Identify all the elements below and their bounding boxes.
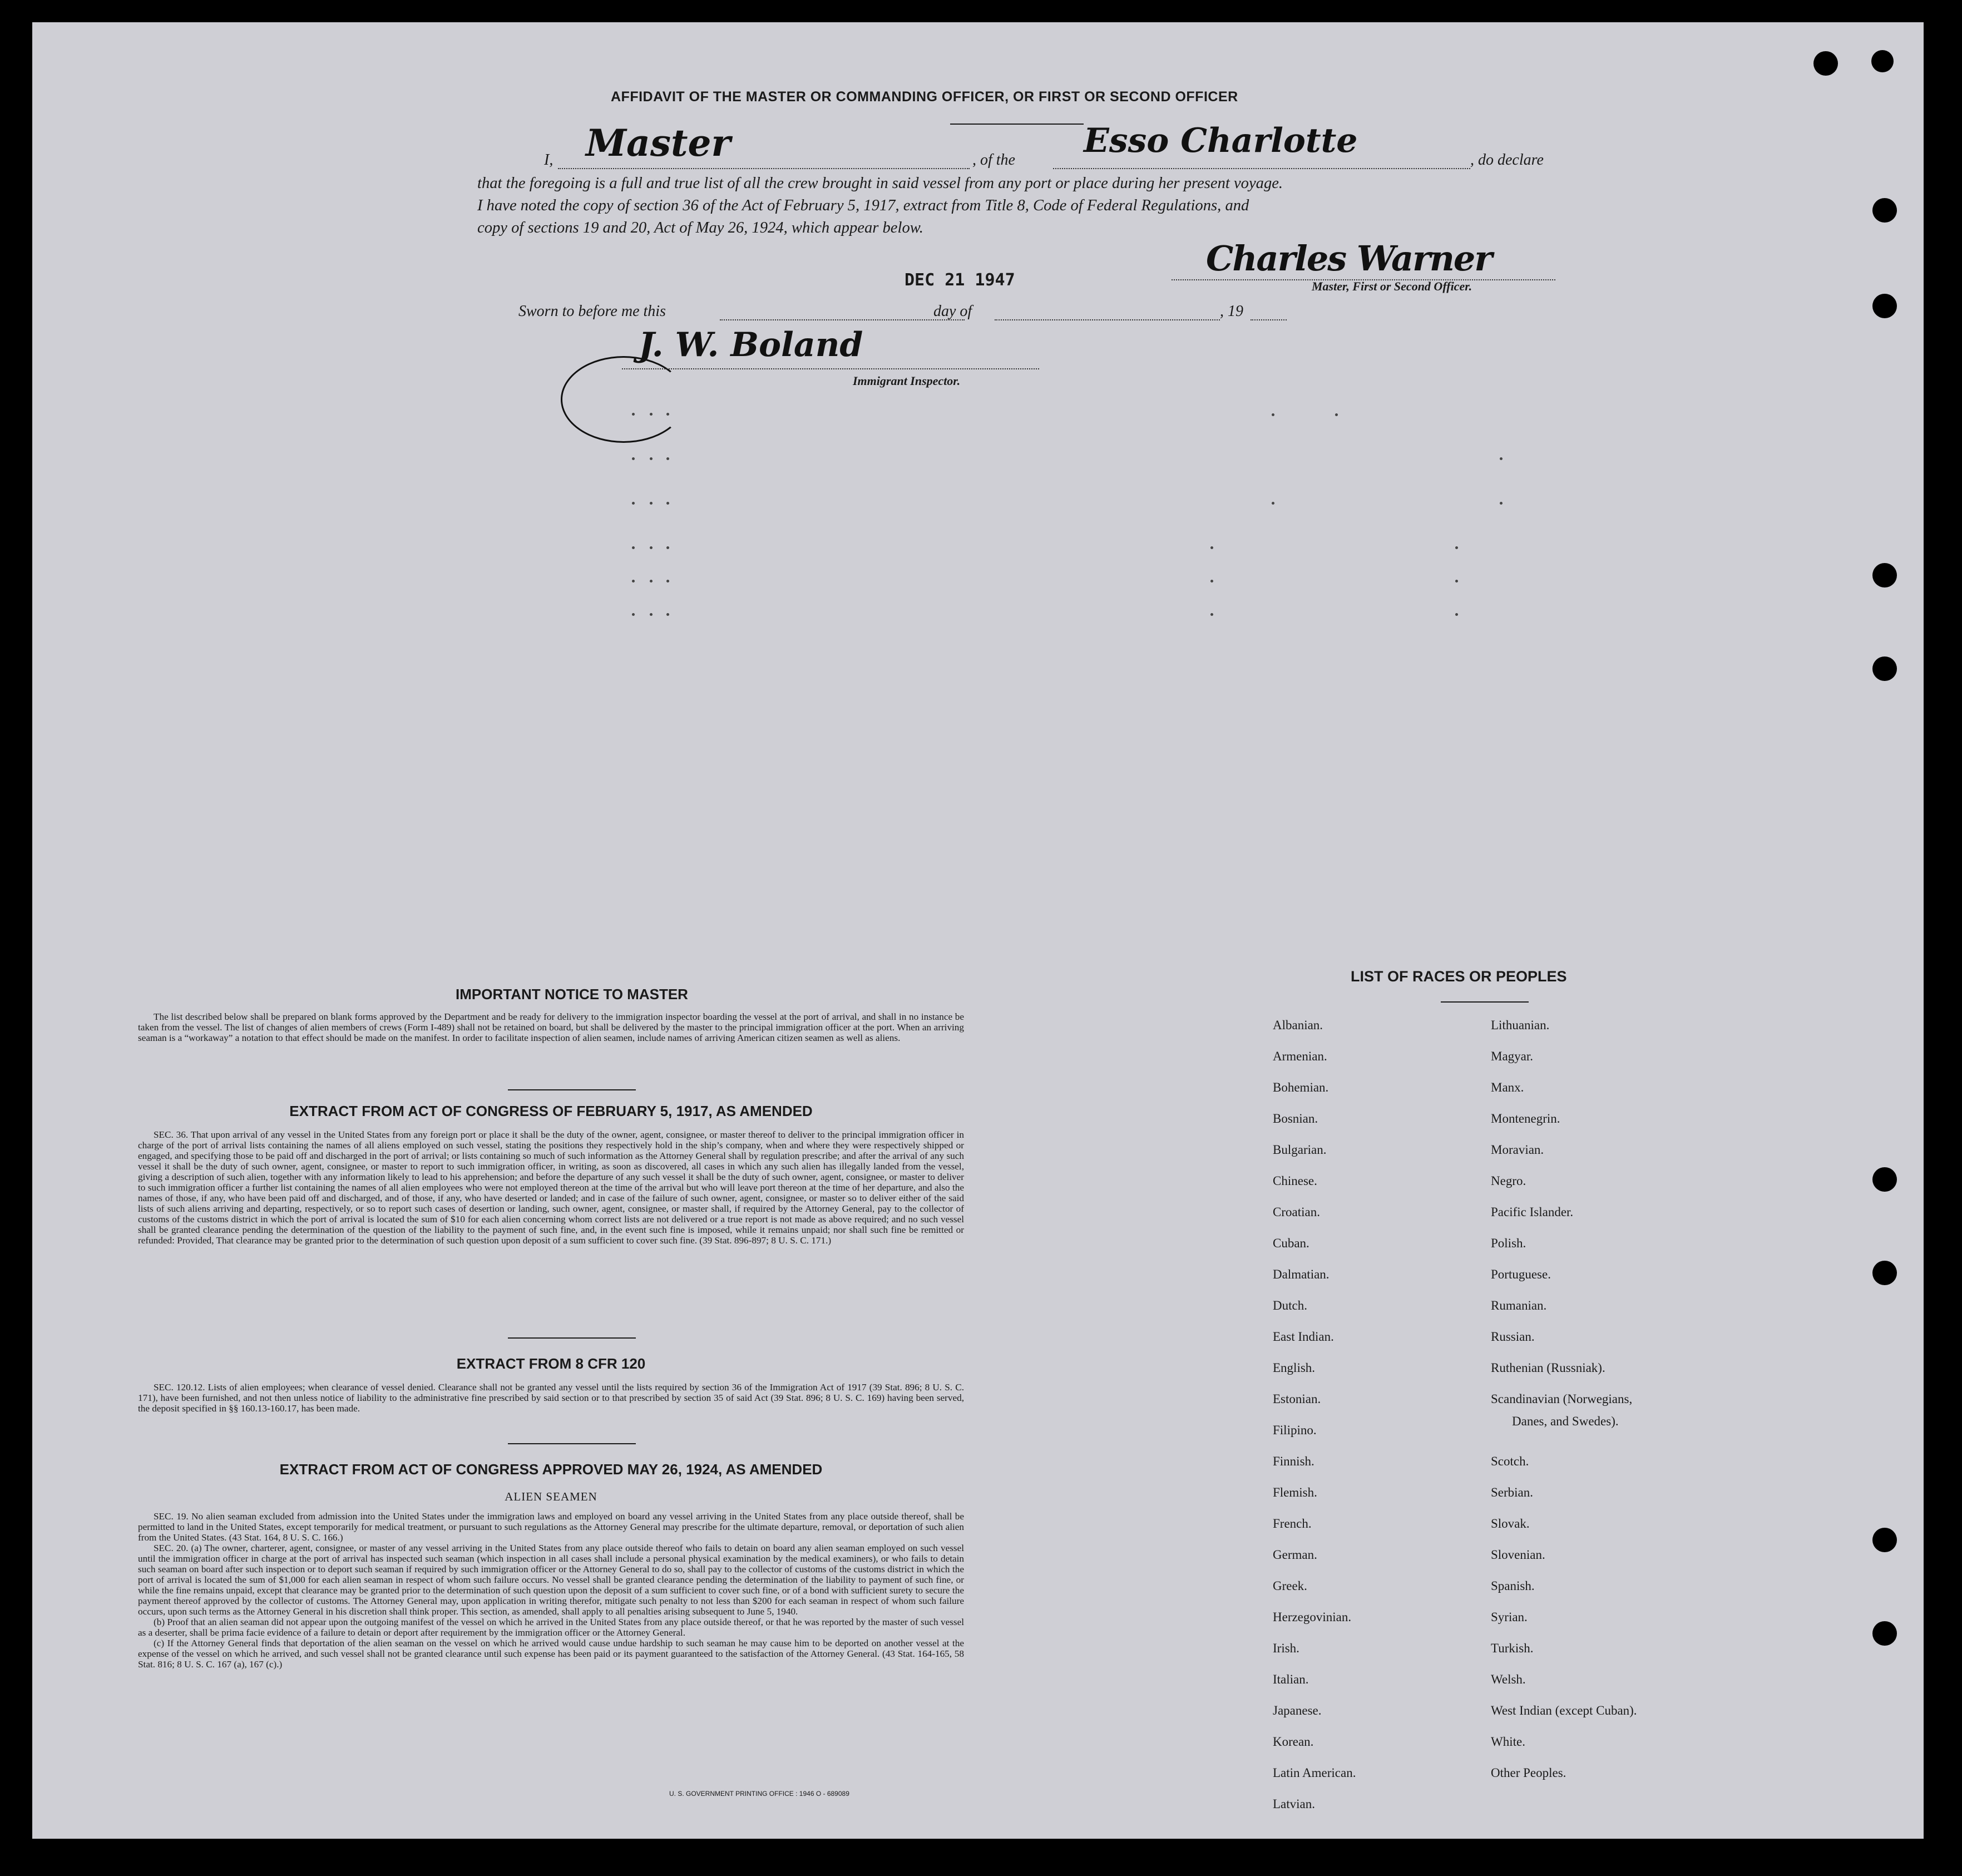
inspector-signature-line — [622, 368, 1039, 369]
bleed-dot — [1455, 546, 1458, 549]
binder-hole — [1872, 563, 1897, 588]
inspector-caption: Immigrant Inspector. — [853, 374, 961, 388]
bleed-dot — [666, 413, 669, 416]
handwritten-vessel-name: Esso Charlotte — [1084, 121, 1358, 160]
race-item: Korean. — [1273, 1735, 1314, 1749]
race-item: Pacific Islander. — [1491, 1205, 1574, 1219]
vessel-field-line — [1053, 168, 1470, 169]
affidavit-line-4: copy of sections 19 and 20, Act of May 26, 1924, which appear below. — [477, 219, 923, 236]
race-item: Armenian. — [1273, 1049, 1327, 1063]
section-20a-paragraph: SEC. 20. (a) The owner, charterer, agent, consignee, or master of any vessel arriving in the United States from any place outside thereof who fails to detain on board any alien seaman employed on such vessel until the immigration officer in charge at the port of arrival has inspected such seaman (which inspection in all cases shall include a personal physical examination by the medical examiners), or who fails to detain such seaman on board after such inspection or to deport such seaman if required by such immigration officer or the Attorney General to do so, shall pay to the collector of customs of the customs district in which the port of arrival is located the sum of $1,000 for each alien seaman in respect of whom such failure occurs. No vessel shall be granted clearance pending the determination of the liability to payment of such fine, or while the fine remains unpaid, except that clearance may be granted prior to the determination of such question upon the deposit of a sum sufficient to cover such fine, or of a bond with sufficient surety to secure the payment thereof approved by the collector of customs. The Attorney General may, upon application in writing therefor, mitigate such penalty to not less than $200 for each seaman in respect of whom such failure occurs, upon such terms as the Attorney General in his discretion shall think proper. This section, as amended, shall apply to all penalties arising subsequent to June 5, 1940. — [138, 1543, 964, 1617]
bleed-dot — [666, 502, 669, 505]
race-item: Greek. — [1273, 1579, 1307, 1593]
bleed-dot — [666, 580, 669, 582]
bleed-dot — [650, 546, 653, 549]
race-item: East Indian. — [1273, 1330, 1334, 1344]
year-label: , 19 — [1220, 303, 1243, 320]
race-item: Croatian. — [1273, 1205, 1320, 1219]
sworn-month-line — [995, 319, 1220, 320]
master-caption: Master, First or Second Officer. — [1312, 279, 1472, 293]
section-19-paragraph: SEC. 19. No alien seaman excluded from admission into the United States under the immigration laws and employed on board any vessel arriving in the United States from any place outside thereof, shall be permitted to land in the United States, except temporarily for medical treatment, or pursuant to such regulations as the Attorney General may prescribe for the ultimate departure, removal, or deportation of such alien from the United States. (43 Stat. 164, 8 U. S. C. 166.) — [138, 1511, 964, 1543]
sworn-year-line — [1251, 319, 1287, 320]
notice-heading: IMPORTANT NOTICE TO MASTER — [456, 986, 688, 1003]
binder-hole — [1872, 198, 1897, 223]
races-title: LIST OF RACES OR PEOPLES — [1351, 968, 1567, 985]
race-item: Ruthenian (Russniak). — [1491, 1361, 1605, 1375]
race-item: Flemish. — [1273, 1485, 1317, 1499]
section-20c-paragraph: (c) If the Attorney General finds that deportation of the alien seaman on the vessel on which he arrived would cause undue hardship to such seaman he may cause him to be deported on another vessel at the expense of the vessel on which he arrived, and such vessel shall not be granted clearance until such expense has been paid or its payment guaranteed to the satisfaction of the Attorney General. (43 Stat. 164-165, 58 Stat. 816; 8 U. S. C. 167 (a), 167 (c).) — [138, 1638, 964, 1670]
race-item: Montenegrin. — [1491, 1112, 1560, 1125]
race-item: Latvian. — [1273, 1797, 1315, 1811]
bleed-dot — [1500, 457, 1503, 460]
race-item: White. — [1491, 1735, 1525, 1749]
race-item: Slovenian. — [1491, 1548, 1545, 1562]
section-divider — [508, 1089, 636, 1090]
race-item: Dutch. — [1273, 1299, 1307, 1312]
bleed-dot — [1210, 580, 1213, 582]
bleed-dot — [1455, 613, 1458, 616]
race-item: Scandinavian (Norwegians, — [1491, 1392, 1633, 1406]
bleed-dot — [1335, 413, 1338, 416]
alien-seamen-subheading: ALIEN SEAMEN — [505, 1490, 597, 1503]
race-item: Polish. — [1491, 1236, 1526, 1250]
notice-text — [138, 1011, 964, 1043]
handwritten-rank: Master — [586, 121, 731, 165]
affidavit-line-3: I have noted the copy of section 36 of the Act of February 5, 1917, extract from Title 8, Code of Federal Regulations, and — [477, 197, 1249, 214]
binder-hole — [1872, 1528, 1897, 1552]
section-120-12-paragraph: SEC. 120.12. Lists of alien employees; when clearance of vessel denied. Clearance shall not be granted any vessel until the lists required by section 36 of the Immigration Act of 1917 (39 Stat. 896; 8 U. S. C. 171), have been furnished, and not then unless notice of liability to the administrative fine prescribed by said section or to that prescribed by section 35 of said Act (39 Stat. 896; 8 U. S. C. 169) having been served, the deposit specified in §§ 160.13-160.17, has been made. — [138, 1382, 964, 1414]
binder-hole — [1872, 294, 1897, 318]
race-item: Irish. — [1273, 1641, 1299, 1655]
section-36-paragraph: SEC. 36. That upon arrival of any vessel in the United States from any foreign port or place it shall be the duty of the owner, agent, consignee, or master thereof to deliver to the principal immigration officer in charge of the port of arrival lists containing the names of all aliens employed on such vessel, stating the positions they respectively hold in the ship’s company, when and where they were respectively shipped or engaged, and specifying those to be paid off and discharged in the port of arrival; or lists containing so much of such information as the Attorney General shall by regulation prescribe; and after the arrival of any such vessel it shall be the duty of such owner, agent, consignee, or master to report to such immigration officer, in writing, as soon as discovered, all cases in which any such alien has illegally landed from the vessel, giving a description of such alien, together with any information likely to lead to his apprehension; and before the departure of any such vessel it shall be the duty of such owner, agent, consignee, or master to deliver to such immigration officer a further list containing the names of all alien employees who were not employed thereon at the time of the arrival but who will leave port thereon at the time of her departure, and also the names of those, if any, who have been paid off and discharged, and of those, if any, who have deserted or landed; and in case of the failure of such owner, agent, consignee, or master so to deliver either of the said lists of such aliens arriving and departing, respectively, or so to report such cases of desertion or landing, such owner, agent, consignee, or master shall, if required by the Attorney General, pay to the collector of customs of the customs district in which the port of arrival is located the sum of $10 for each alien concerning whom correct lists are not delivered or a true report is not made as above required; and no such vessel shall be granted clearance pending the determination of the question of the liability to the payment of such fine, and, in the event such fine is imposed, while it remains unpaid; nor shall such fine be remitted or refunded: Provided, That clearance may be granted prior to the determination of such question upon deposit of a sum sufficient to cover such fine. (39 Stat. 896-897; 8 U. S. C. 171.) — [138, 1129, 964, 1246]
extract-1917-heading: EXTRACT FROM ACT OF CONGRESS OF FEBRUARY 5, 1917, AS AMENDED — [289, 1103, 813, 1119]
race-item: Japanese. — [1273, 1704, 1322, 1717]
binder-hole — [1813, 51, 1838, 76]
race-item: Turkish. — [1491, 1641, 1534, 1655]
of-the-label: , of the — [972, 151, 1015, 169]
bleed-dot — [650, 502, 653, 505]
extract-1917-text — [138, 1129, 964, 1246]
extract-1924-heading: EXTRACT FROM ACT OF CONGRESS APPROVED MAY 26, 1924, AS AMENDED — [279, 1461, 823, 1478]
bleed-dot — [650, 457, 653, 460]
race-item: Danes, and Swedes). — [1512, 1414, 1619, 1428]
race-item: West Indian (except Cuban). — [1491, 1704, 1637, 1717]
binder-hole — [1872, 656, 1897, 681]
binder-hole — [1871, 50, 1894, 72]
master-signature: Charles Warner — [1206, 238, 1492, 279]
bleed-dot — [632, 546, 635, 549]
race-item: Welsh. — [1491, 1672, 1526, 1686]
race-item: Cuban. — [1273, 1236, 1309, 1250]
bleed-dot — [650, 613, 653, 616]
bleed-dot — [1210, 613, 1213, 616]
bleed-dot — [1272, 413, 1274, 416]
date-stamp: DEC 21 1947 — [905, 270, 1015, 290]
bleed-dot — [632, 413, 635, 416]
race-item: Bosnian. — [1273, 1112, 1318, 1125]
extract-cfr-heading: EXTRACT FROM 8 CFR 120 — [456, 1355, 646, 1372]
race-item: German. — [1273, 1548, 1317, 1562]
race-item: Bulgarian. — [1273, 1143, 1327, 1157]
race-item: Italian. — [1273, 1672, 1309, 1686]
race-item: Russian. — [1491, 1330, 1535, 1344]
extract-1924-text — [138, 1511, 964, 1670]
race-item: Bohemian. — [1273, 1080, 1329, 1094]
section-20b-paragraph: (b) Proof that an alien seaman did not appear upon the outgoing manifest of the vessel on which he arrived in the United States from any place outside thereof, or that he was reported by the master of such vessel as a deserter, shall be prima facie evidence of a failure to detain or deport after requirement by the immigration officer or the Attorney General. — [138, 1617, 964, 1638]
notice-paragraph: The list described below shall be prepared on blank forms approved by the Department and be ready for delivery to the immigration inspector boarding the vessel at the port of arrival, and shall in no instance be taken from the vessel. The list of changes of alien members of crews (Form I-489) shall not be retained on board, but shall be delivered by the master to the principal immigration officer at the port. When an arriving seaman is a “workaway” a notation to that effect should be made on the manifest. In order to facilitate inspection of alien seamen, include names of arriving American citizen seamen as well as aliens. — [138, 1011, 964, 1043]
bleed-dot — [666, 613, 669, 616]
bleed-dot — [1500, 502, 1503, 505]
race-item: Magyar. — [1491, 1049, 1534, 1063]
bleed-dot — [666, 546, 669, 549]
bleed-dot — [1272, 502, 1274, 505]
race-item: Serbian. — [1491, 1485, 1534, 1499]
bleed-dot — [632, 502, 635, 505]
race-item: Portuguese. — [1491, 1267, 1551, 1281]
race-item: Other Peoples. — [1491, 1766, 1566, 1780]
affidavit-line-2: that the foregoing is a full and true list of all the crew brought in said vessel from any port or place during her present voyage. — [477, 175, 1283, 192]
binder-hole — [1872, 1167, 1897, 1192]
bleed-dot — [632, 457, 635, 460]
bleed-dot — [650, 580, 653, 582]
binder-hole — [1872, 1621, 1897, 1646]
race-item: Moravian. — [1491, 1143, 1544, 1157]
day-of-label: day of — [933, 303, 972, 320]
races-title-underline — [1441, 1001, 1529, 1003]
race-item: Manx. — [1491, 1080, 1524, 1094]
race-item: Dalmatian. — [1273, 1267, 1330, 1281]
inspector-signature: J. W. Boland — [639, 325, 863, 364]
affidavit-title: AFFIDAVIT OF THE MASTER OR COMMANDING OFFICER, OR FIRST OR SECOND OFFICER — [611, 89, 1238, 105]
binder-hole — [1872, 1261, 1897, 1285]
bleed-dot — [1455, 580, 1458, 582]
do-declare-label: , do declare — [1470, 151, 1544, 169]
sworn-label: Sworn to before me this — [518, 303, 666, 320]
race-item: Syrian. — [1491, 1610, 1528, 1624]
race-item: Slovak. — [1491, 1517, 1530, 1531]
bleed-dot — [1210, 546, 1213, 549]
race-item: Albanian. — [1273, 1018, 1323, 1032]
race-item: Herzegovinian. — [1273, 1610, 1352, 1624]
race-item: Finnish. — [1273, 1454, 1314, 1468]
race-item: Negro. — [1491, 1174, 1526, 1188]
race-item: Lithuanian. — [1491, 1018, 1550, 1032]
race-item: English. — [1273, 1361, 1316, 1375]
race-item: Spanish. — [1491, 1579, 1535, 1593]
section-divider — [508, 1337, 636, 1339]
title-underline — [950, 124, 1084, 125]
race-item: Chinese. — [1273, 1174, 1317, 1188]
i-label: I, — [544, 151, 553, 169]
bleed-dot — [632, 580, 635, 582]
bleed-dot — [666, 457, 669, 460]
document-page — [32, 22, 1924, 1839]
sworn-day-line — [720, 319, 965, 320]
race-item: Latin American. — [1273, 1766, 1356, 1780]
printer-imprint: U. S. GOVERNMENT PRINTING OFFICE : 1946 O - 689089 — [669, 1790, 849, 1798]
rank-field-line — [558, 168, 970, 169]
bleed-dot — [632, 613, 635, 616]
extract-cfr-text — [138, 1382, 964, 1414]
race-item: Rumanian. — [1491, 1299, 1547, 1312]
race-item: Filipino. — [1273, 1423, 1317, 1437]
race-item: French. — [1273, 1517, 1312, 1531]
section-divider — [508, 1443, 636, 1444]
race-item: Scotch. — [1491, 1454, 1529, 1468]
bleed-dot — [650, 413, 653, 416]
race-item: Estonian. — [1273, 1392, 1321, 1406]
